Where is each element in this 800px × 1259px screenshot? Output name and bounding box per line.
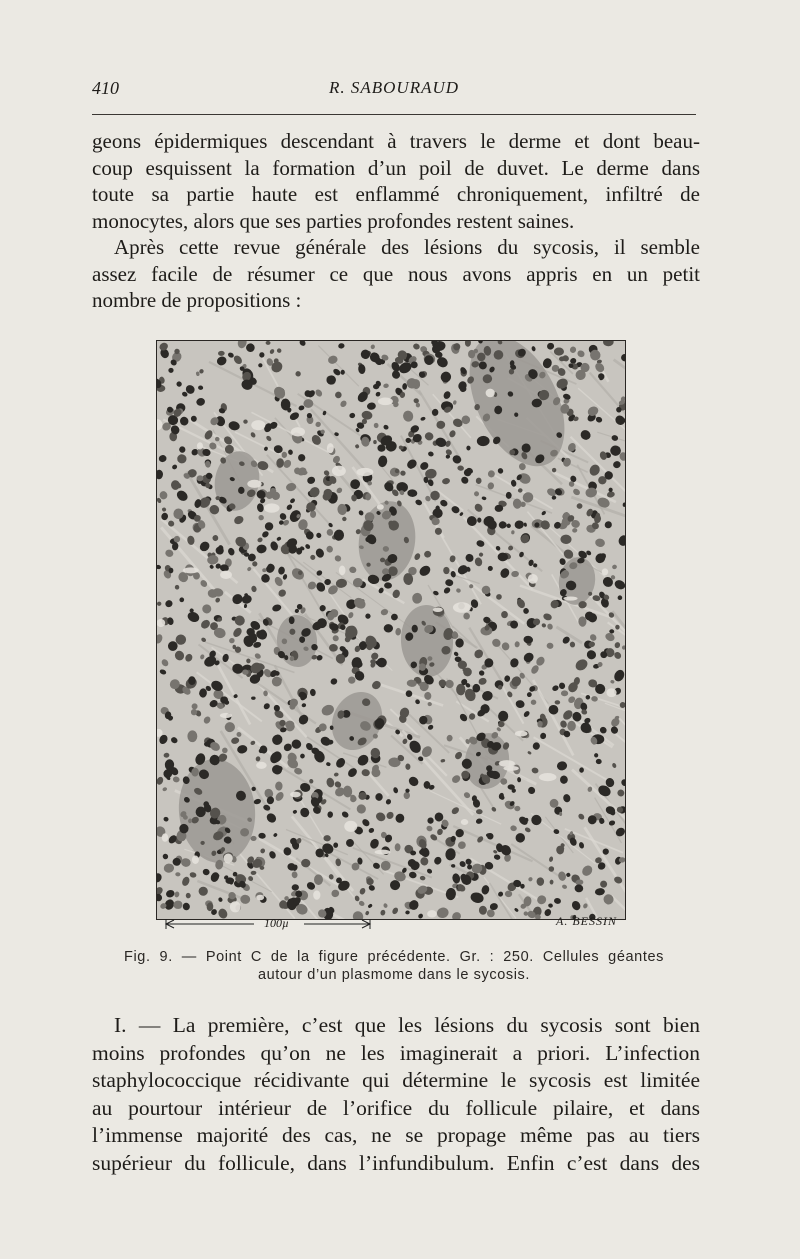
scale-bar: [164, 915, 374, 933]
text-line: monocytes, alors que ses parties profondes restent saines.: [92, 208, 575, 233]
histology-illustration: [156, 340, 626, 920]
page-header: [92, 78, 696, 108]
text-line: nombre de propositions :: [92, 288, 302, 312]
header-rule: [92, 114, 696, 115]
text-line: I. — La première, c’est que les lésions du sycosis sont bien: [114, 1013, 700, 1037]
paragraph-top: [92, 128, 700, 314]
text-line: toute sa partie haute est enflammé chroniquement, infiltré de: [92, 182, 700, 206]
text-line: coup esquissent la formation d’un poil de duvet. Le derme dans: [92, 155, 700, 180]
text-line: assez facile de résumer ce que nous avons appris en un petit: [92, 261, 700, 286]
microscopy-drawing: [157, 341, 625, 919]
text-line: geons épidermiques descendant à travers le derme et dont beau-: [92, 129, 700, 153]
text-line: au pourtour intérieur de l’orifice du follicule pilaire, et dans: [92, 1095, 700, 1120]
caption-line: autour d’un plasmome dans le sycosis.: [257, 967, 531, 983]
text-line: staphylococcique récidivante qui détermine le sycosis est limitée: [92, 1068, 700, 1092]
text-line: l’immense majorité des cas, ne se propage même pas au tiers: [92, 1123, 700, 1147]
text-line: moins profondes qu’on ne les imaginerait a priori. L’infection: [92, 1040, 700, 1065]
figure-caption: [124, 948, 664, 984]
text-line: supérieur du follicule, dans l’infundibulum. Enfin c’est dans des: [92, 1150, 700, 1175]
artist-signature: A. BESSIN: [556, 914, 617, 928]
page-number: 410: [92, 78, 119, 98]
running-head: R. SABOURAUD: [328, 78, 460, 97]
paragraph-bottom: [92, 1012, 700, 1177]
scale-label: 100µ: [264, 916, 289, 930]
caption-line: Fig. 9. — Point C de la figure précédente. Gr. : 250. Cellules géantes: [124, 949, 664, 965]
text-line: Après cette revue générale des lésions du sycosis, il semble: [114, 235, 700, 259]
